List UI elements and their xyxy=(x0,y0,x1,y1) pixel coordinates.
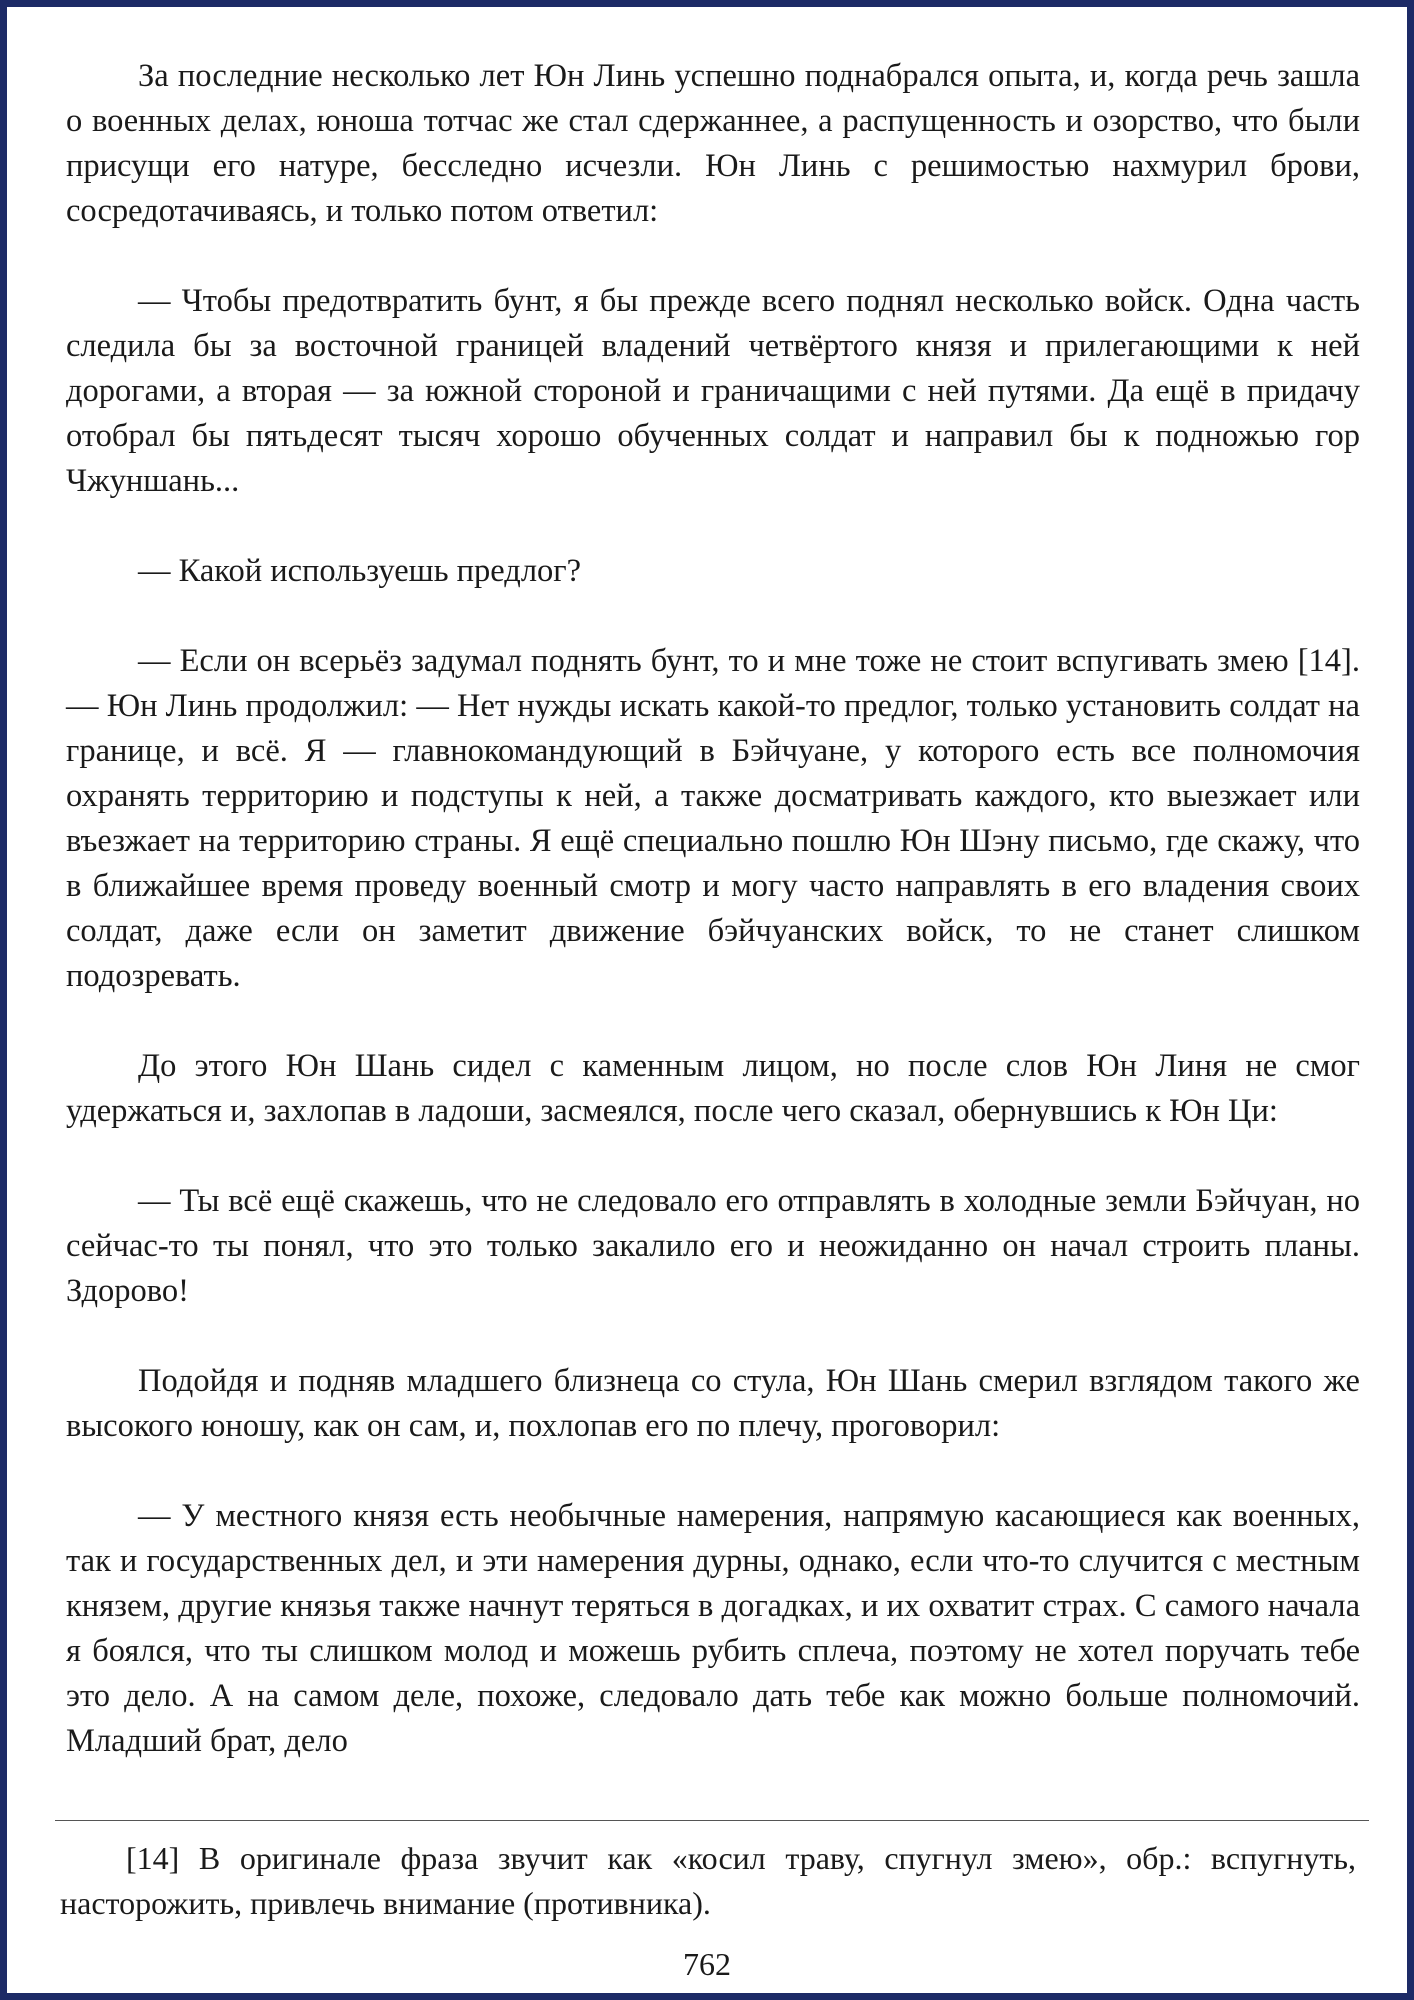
page-number: 762 xyxy=(683,1946,731,1982)
body-text xyxy=(66,54,1360,1759)
footnote-divider xyxy=(55,1820,1369,1821)
paragraph-1: За последние несколько лет Юн Линь успешно поднабрался опыта, и, когда речь зашла о военных делах, юноша тотчас же стал сдержаннее, а распущенность и озорство, что были присущи его натуре, бесследно исчезли. Юн Линь с решимостью нахмурил брови, сосредотачиваясь, и только потом ответил: xyxy=(66,58,1360,229)
paragraph-8: — У местного князя есть необычные намерения, напрямую касающиеся как военных, так и государственных дел, и эти намерения дурны, однако, если что-то случится с местным князем, другие князья также начнут теряться в догадках, и их охватит страх. С самого начала я боялся, что ты слишком молод и можешь рубить сплеча, поэтому не хотел поручать тебе это дело. А на самом деле, похоже, следовало дать тебе как можно больше полномочий. Младший брат, дело xyxy=(66,1498,1360,1759)
paragraph-4: — Если он всерьёз задумал поднять бунт, то и мне тоже не стоит вспугивать змею [14]. — Юн Линь продолжил: — Нет нужды искать какой-то предлог, только установить солдат на границе, и всё. Я — главнокомандующий в Бэйчуане, у которого есть все полномочия охранять территорию и подступы к ней, а также досматривать каждого, кто выезжает или въезжает на территорию страны. Я ещё специально пошлю Юн Шэну письмо, где скажу, что в ближайшее время проведу военный смотр и могу часто направлять в его владения своих солдат, даже если он заметит движение бэйчуанских войск, то не станет слишком подозревать. xyxy=(66,643,1360,994)
paragraph-2: — Чтобы предотвратить бунт, я бы прежде всего поднял несколько войск. Одна часть следила бы за восточной границей владений четвёртого князя и прилегающими к ней дорогами, а вторая — за южной стороной и граничащими с ней путями. Да ещё в придачу отобрал бы пятьдесят тысяч хорошо обученных солдат и направил бы к подножью гор Чжуншань... xyxy=(66,283,1360,499)
paragraph-6: — Ты всё ещё скажешь, что не следовало его отправлять в холодные земли Бэйчуан, но сейчас-то ты понял, что это только закалило его и неожиданно он начал строить планы. Здорово! xyxy=(66,1183,1360,1309)
paragraph-5: До этого Юн Шань сидел с каменным лицом, но после слов Юн Линя не смог удержаться и, захлопав в ладоши, засмеялся, после чего сказал, обернувшись к Юн Ци: xyxy=(66,1048,1360,1129)
paragraph-7: Подойдя и подняв младшего близнеца со стула, Юн Шань смерил взглядом такого же высокого юношу, как он сам, и, похлопав его по плечу, проговорил: xyxy=(66,1363,1360,1444)
paragraph-3: — Какой используешь предлог? xyxy=(138,553,582,589)
footnote: [14] В оригинале фраза звучит как «косил траву, спугнул змею», обр.: вспугнуть, насторожить, привлечь внимание (противника). xyxy=(60,1840,1356,1921)
